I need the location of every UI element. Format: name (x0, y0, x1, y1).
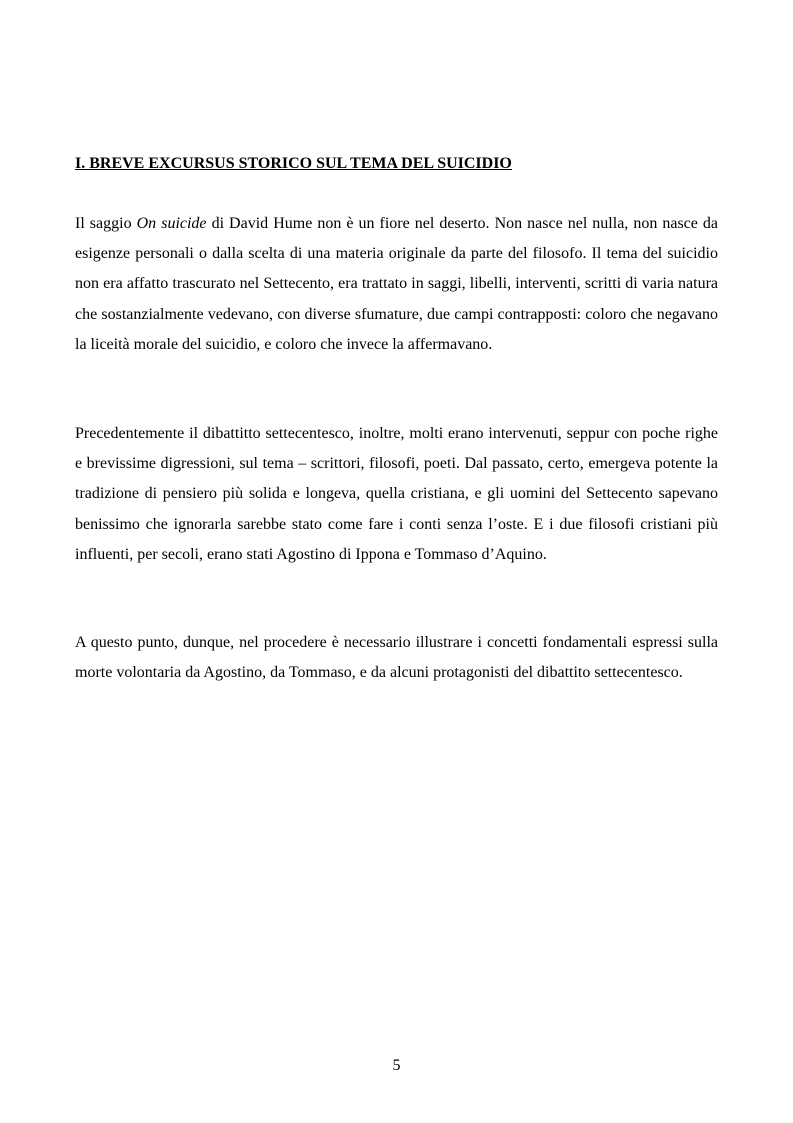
paragraph-3: A questo punto, dunque, nel procedere è necessario illustrare i concetti fondamentali espressi sulla morte volontaria da Agostino, da Tommaso, e da alcuni protagonisti del dibattito settecentesco. (75, 634, 718, 682)
chapter-heading: I. BREVE EXCURSUS STORICO SUL TEMA DEL SUICIDIO (75, 155, 512, 172)
essay-title: On suicide (136, 215, 207, 232)
page-number: 5 (392, 1057, 401, 1074)
paragraph-2: Precedentemente il dibattitto settecentesco, inoltre, molti erano intervenuti, seppur con poche righe e brevissime digressioni, sul tema – scrittori, filosofi, poeti. Dal passato, certo, emergeva potente la tradizione di pensiero più solida e longeva, quella cristiana, e gli uomini del Settecento sapevano benissimo che ignorarla sarebbe stato come fare i conti senza l’oste. E i due filosofi cristiani più influenti, per secoli, erano stati Agostino di Ippona e Tommaso d’Aquino. (75, 425, 718, 563)
paragraph-1-text: di David Hume non è un fiore nel deserto. Non nasce nel nulla, non nasce da esigenze personali o dalla scelta di una materia originale da parte del filosofo. Il tema del suicidio non era affatto trascurato nel Settecento, era trattato in saggi, libelli, interventi, scritti di varia natura che sostanzialmente vedevano, con diverse sfumature, due campi contrapposti: coloro che negavano la liceità morale del suicidio, e coloro che invece la affermavano. (75, 215, 719, 353)
paragraph-1 (75, 209, 718, 360)
paragraph-1-intro: Il saggio (75, 215, 137, 232)
